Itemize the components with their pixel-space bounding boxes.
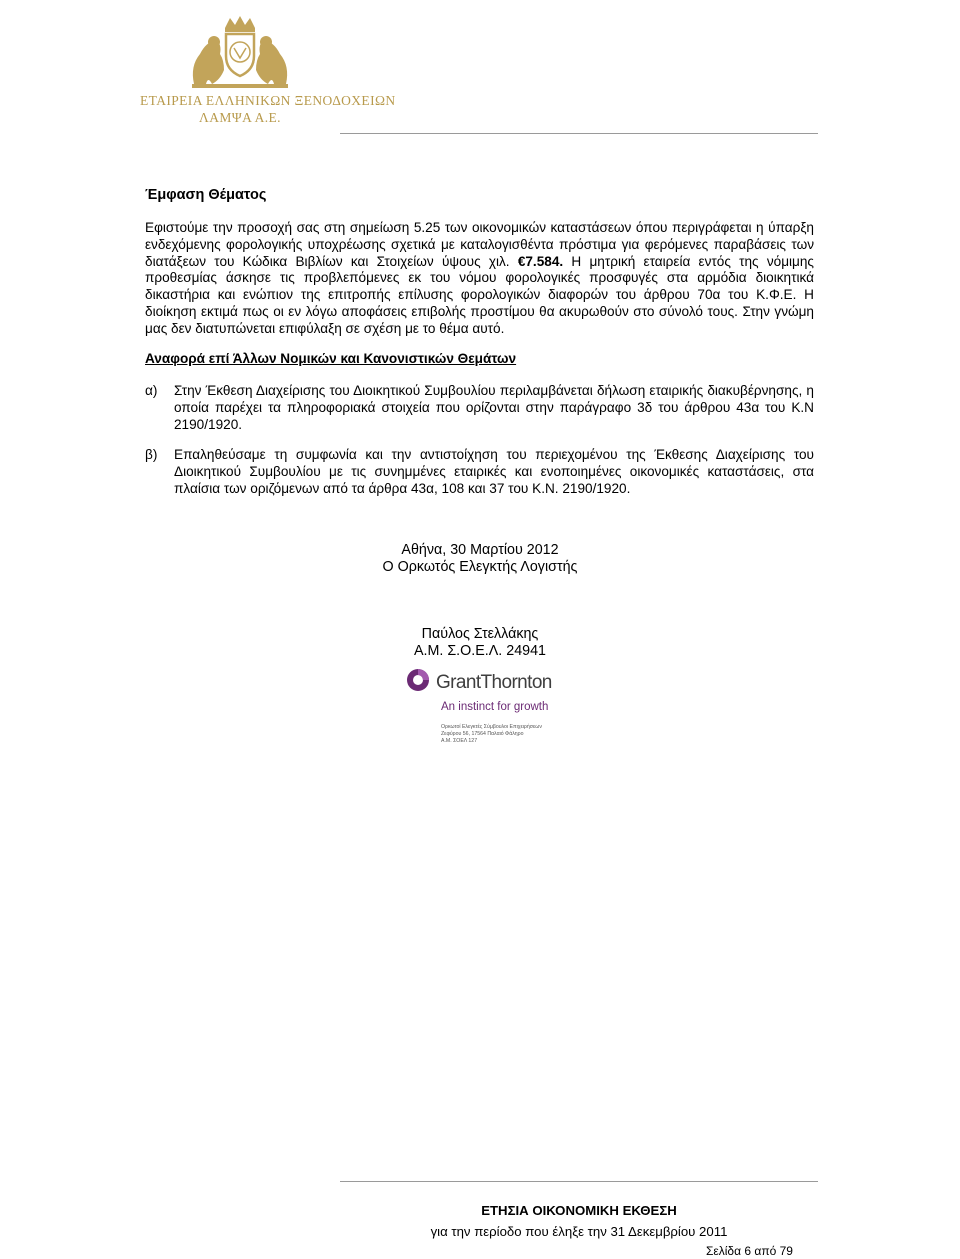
auditor-reg-number: Α.Μ. Σ.Ο.Ε.Λ. 24941	[413, 643, 547, 659]
gt-stamp-line3: Α.Μ. ΣΟΕΛ 127	[441, 738, 478, 744]
emphasis-title: Έμφαση Θέματος	[145, 187, 267, 203]
grant-thornton-mark-icon	[407, 669, 429, 691]
auditor-role: Ο Ορκωτός Ελεγκτής Λογιστής	[382, 559, 578, 575]
footer-title: ΕΤΗΣΙΑ ΟΙΚΟΝΟΜΙΚΗ ΕΚΘΕΣΗ	[481, 1203, 677, 1218]
crest-icon	[180, 14, 300, 92]
page-number: Σελίδα 6 από 79	[706, 1244, 793, 1258]
list-item-text: Στην Έκθεση Διαχείρισης του Διοικητικού Συμβουλίου περιλαμβάνεται δήλωση εταιρικής διακυβέρνησης, η οποία παρέχει τα πληροφοριακά στοιχεία που ορίζονται στην παράγραφο 3δ του άρθρου 43α του Κ.Ν 2190/1920.	[174, 383, 814, 432]
gt-stamp-line1: Ορκωτοί Ελεγκτές Σύμβουλοι Επιχειρήσεων	[441, 724, 542, 730]
gt-name: GrantThornton	[436, 672, 552, 693]
header-divider	[340, 133, 818, 134]
company-name-line2: ΛΑΜΨΑ Α.Ε.	[199, 110, 281, 125]
company-logo	[140, 14, 396, 132]
list-item	[145, 447, 814, 497]
gt-stamp-line2: Ζεφύρου 56, 17564 Παλαιό Φάληρο	[441, 731, 524, 737]
list-item-label: α)	[145, 383, 158, 398]
emphasis-text-part2: Η μητρική εταιρεία εντός της νόμιμης προθεσμίας άσκησε τις προβλεπόμενες εκ του νόμου φορολογικές προσφυγές στα αρμόδια διοικητικά δικαστήρια και ενώπιον της επιτροπής επίλυσης φορολογικών διαφορών του άρθρου 70α του Κ.Φ.Ε. Η διοίκηση εκτιμά πως οι εν λόγω αποφάσεις επιβολής προστίμου θα ακυρωθούν στο σύνολό τους. Στην γνώμη μας δεν διατυπώνεται επιφύλαξη σε σχέση με το θέμα αυτό.	[145, 253, 814, 336]
list-item	[145, 383, 814, 433]
auditor-name: Παύλος Στελλάκης	[421, 626, 539, 642]
gt-tagline: An instinct for growth	[441, 701, 549, 713]
emphasis-paragraph	[145, 220, 814, 338]
footer-subtitle: για την περίοδο που έληξε την 31 Δεκεμβρίου 2011	[430, 1224, 728, 1239]
company-name-line1: ΕΤΑΙΡΕΙΑ ΕΛΛΗΝΙΚΩΝ ΞΕΝΟΔΟΧΕΙΩΝ	[140, 93, 396, 108]
other-matters-title: Αναφορά επί Άλλων Νομικών και Κανονιστικών Θεμάτων	[145, 351, 517, 366]
place-date: Αθήνα, 30 Μαρτίου 2012	[401, 542, 559, 558]
list-item-text: Επαληθεύσαμε τη συμφωνία και την αντιστοίχηση του περιεχομένου της Έκθεσης Διαχείρισης του Διοικητικού Συμβουλίου με τις συνημμένες εταιρικές και ενοποιημένες οικονομικές καταστάσεις, στα πλαίσια των οριζόμενων από τα άρθρα 43α, 108 και 37 του Κ.Ν. 2190/1920.	[174, 447, 814, 496]
grant-thornton-logo	[404, 664, 556, 750]
emphasis-amount: €7.584.	[517, 253, 564, 269]
emphasis-text-part1: Εφιστούμε την προσοχή σας στη σημείωση 5.25 των οικονομικών καταστάσεων όπου περιγράφεται η ύπαρξη ενδεχόμενης φορολογικής υποχρέωσης σχετικά με καταλογισθέντα πρόστιμα για φερόμενες παραβάσεις των διατάξεων του Κώδικα Βιβλίων και Στοιχείων ύψους χιλ.	[145, 220, 814, 269]
list-item-label: β)	[145, 447, 158, 462]
footer-divider	[340, 1181, 818, 1182]
